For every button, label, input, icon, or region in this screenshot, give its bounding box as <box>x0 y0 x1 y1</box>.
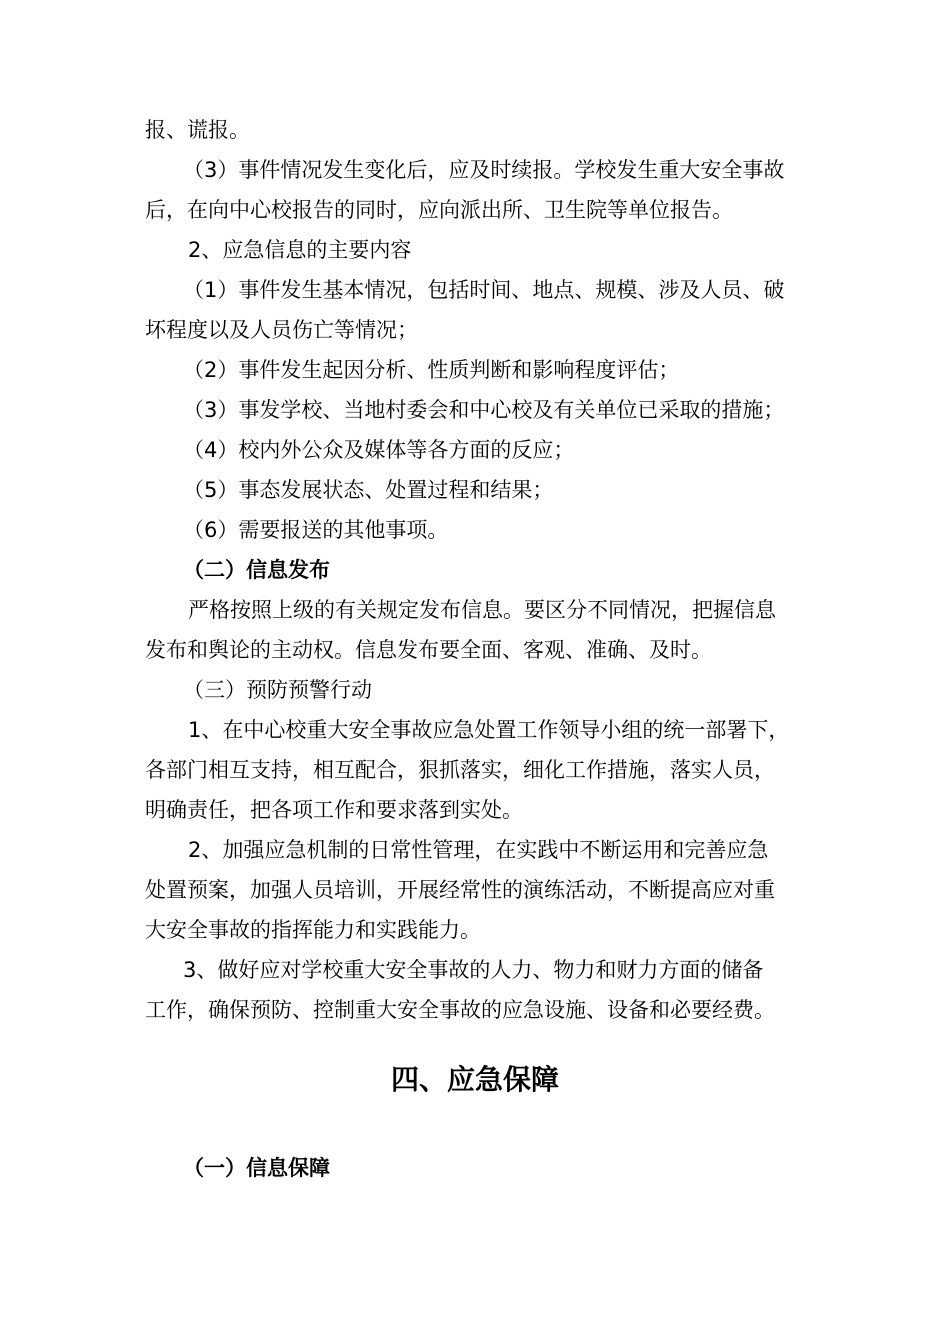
paragraph-line: 报、谎报。 <box>145 118 250 142</box>
list-item: （2）事件发生起因分析、性质判断和影响程度评估； <box>183 358 680 382</box>
list-item: （5）事态发展状态、处置过程和结果； <box>183 478 554 502</box>
paragraph-line: 2、加强应急机制的日常性管理，在实践中不断运用和完善应急 <box>188 838 769 862</box>
list-item: （6）需要报送的其他事项。 <box>183 518 449 542</box>
list-item: （1）事件发生基本情况，包括时间、地点、规模、涉及人员、破 <box>183 278 785 302</box>
section-heading: 四、应急保障 <box>390 1063 559 1096</box>
item-heading: 2、应急信息的主要内容 <box>188 238 412 262</box>
paragraph-line: 1、在中心校重大安全事故应急处置工作领导小组的统一部署下， <box>188 718 790 742</box>
paragraph-line: 明确责任，把各项工作和要求落到实处。 <box>145 798 523 822</box>
paragraph-line: 后，在向中心校报告的同时，应向派出所、卫生院等单位报告。 <box>145 198 733 222</box>
paragraph-line: 大安全事故的指挥能力和实践能力。 <box>145 918 481 942</box>
subsection-title: （三）预防预警行动 <box>183 678 372 702</box>
paragraph-line: 工作，确保预防、控制重大安全事故的应急设施、设备和必要经费。 <box>145 998 775 1022</box>
paragraph-line: 3、做好应对学校重大安全事故的人力、物力和财力方面的储备 <box>183 958 764 982</box>
list-item: （3）事发学校、当地村委会和中心校及有关单位已采取的措施； <box>183 398 785 422</box>
paragraph-line: 处置预案，加强人员培训，开展经常性的演练活动，不断提高应对重 <box>145 878 775 902</box>
subsection-title: （二）信息发布 <box>183 558 330 582</box>
paragraph-line: 严格按照上级的有关规定发布信息。要区分不同情况，把握信息 <box>188 598 776 622</box>
paragraph-line: 各部门相互支持，相互配合，狠抓落实，细化工作措施，落实人员， <box>145 758 775 782</box>
subsection-title: （一）信息保障 <box>183 1156 330 1180</box>
paragraph-line: 坏程度以及人员伤亡等情况； <box>145 318 418 342</box>
paragraph-line: 发布和舆论的主动权。信息发布要全面、客观、准确、及时。 <box>145 638 712 662</box>
list-item: （4）校内外公众及媒体等各方面的反应； <box>183 438 575 462</box>
paragraph-line: （3）事件情况发生变化后，应及时续报。学校发生重大安全事故 <box>183 158 785 182</box>
